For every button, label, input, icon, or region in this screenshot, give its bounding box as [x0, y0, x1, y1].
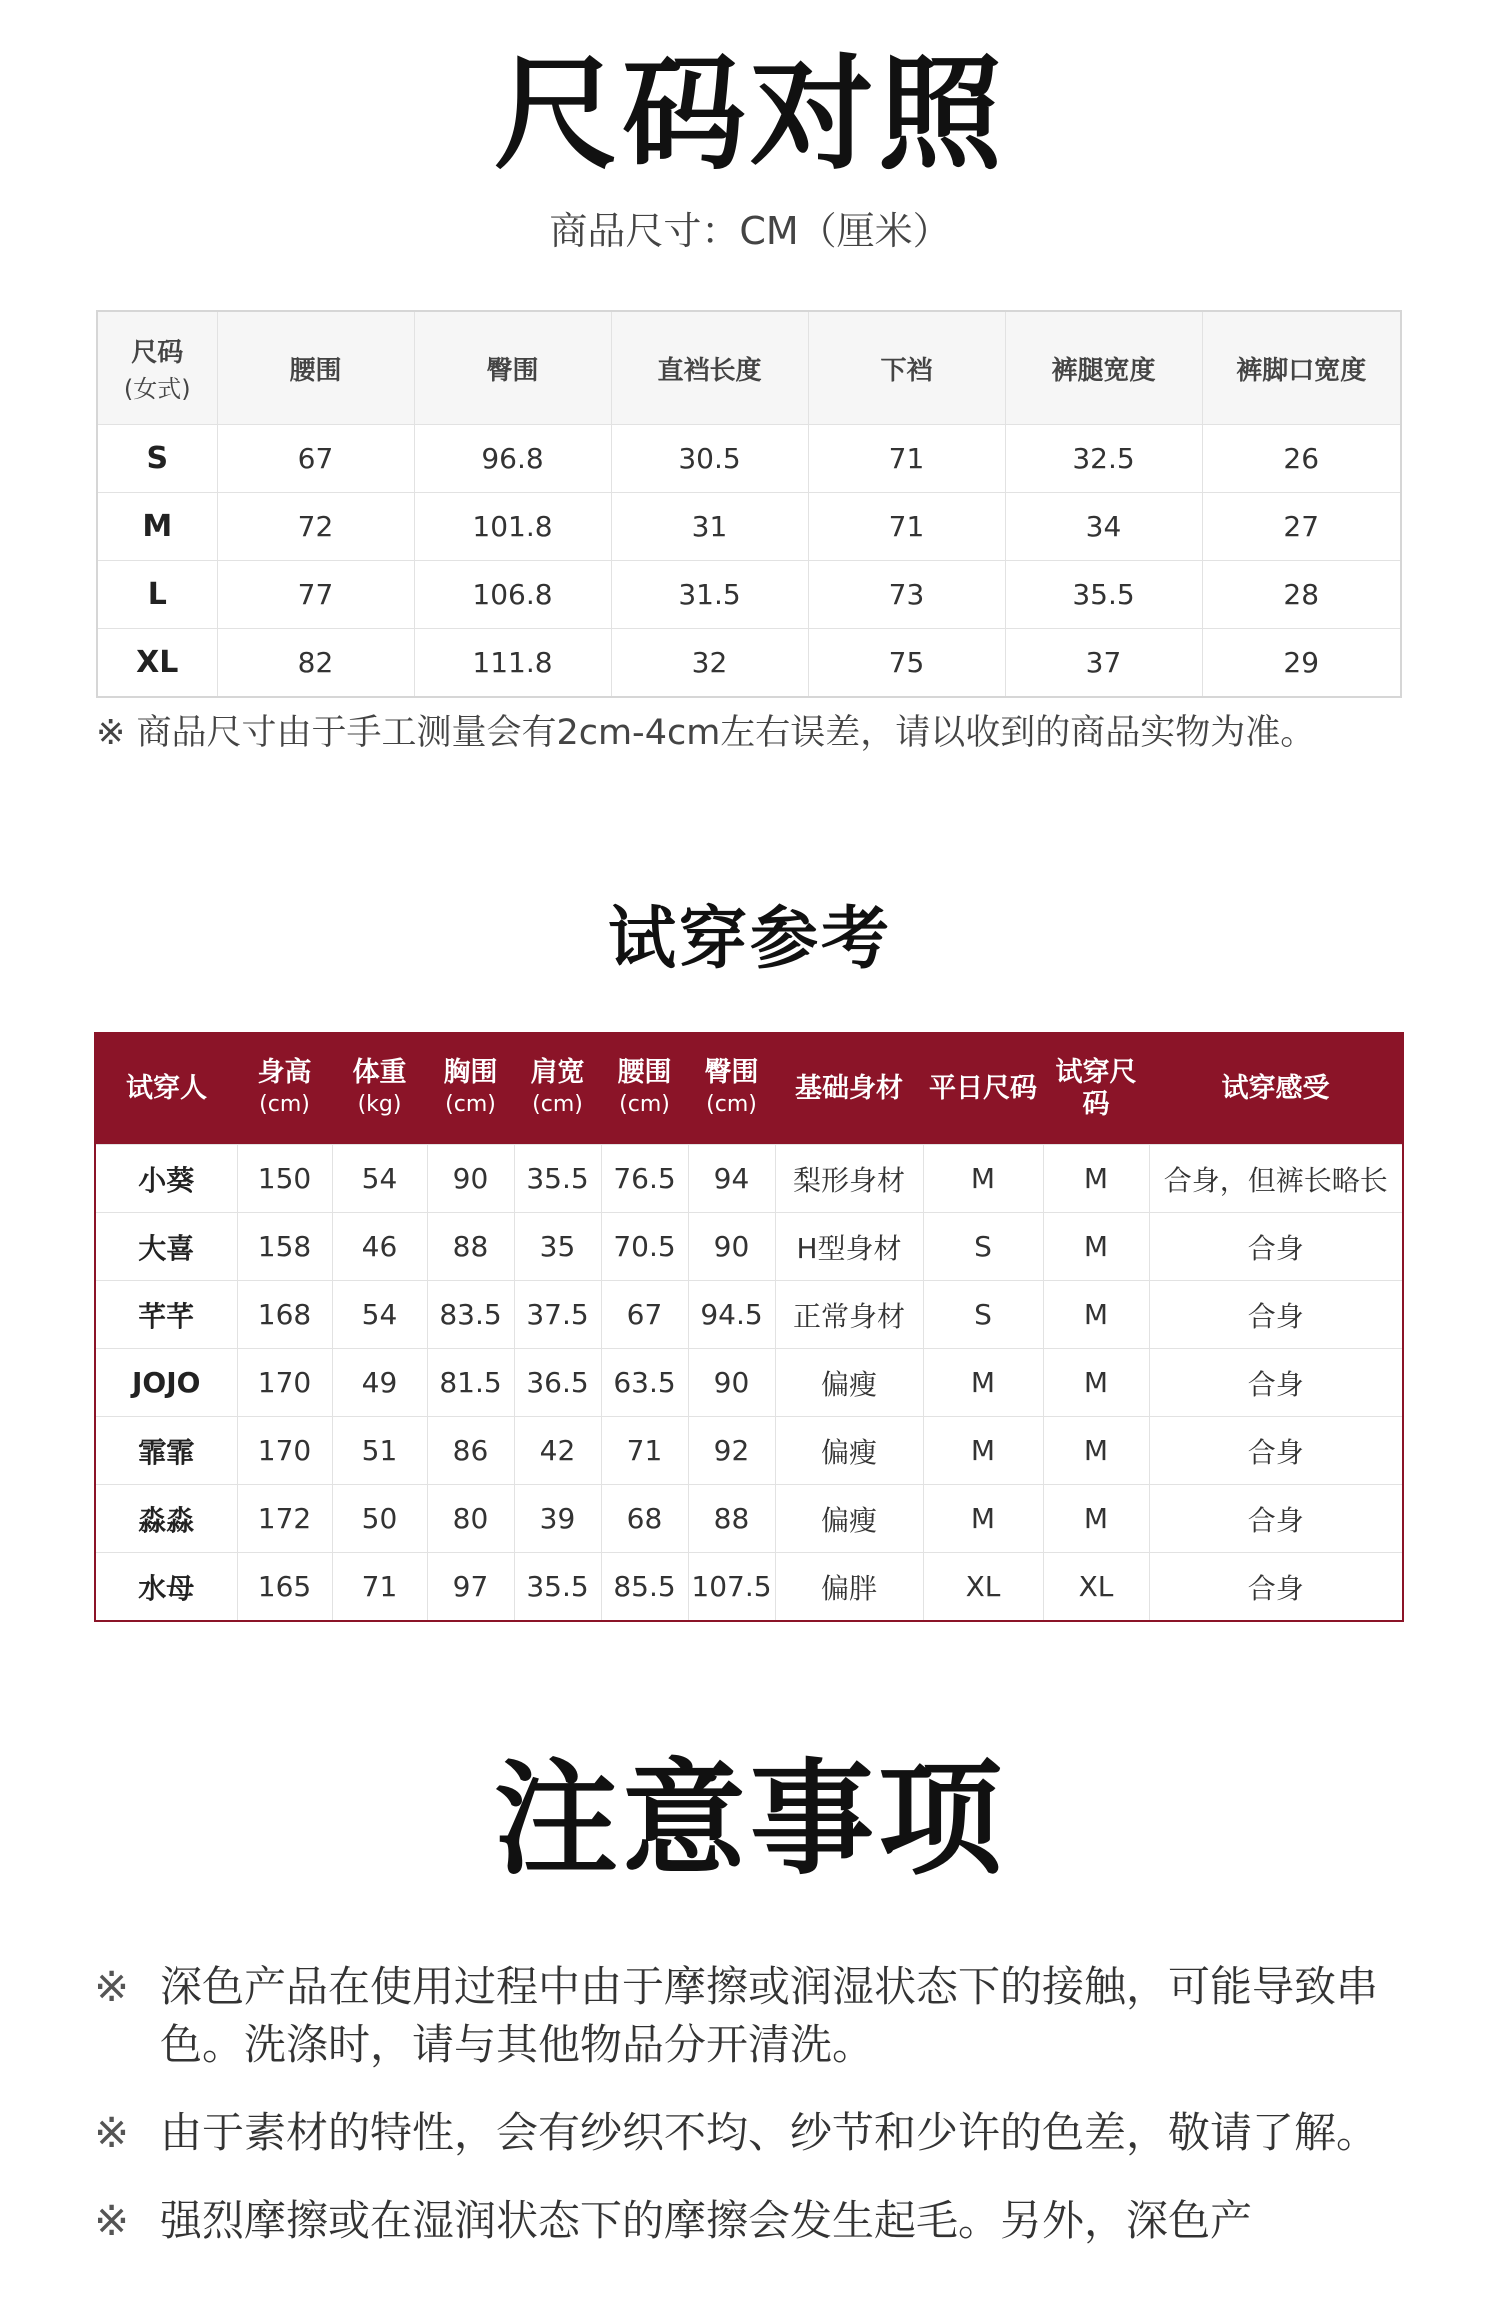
notice-text: 由于素材的特性，会有纱织不均、纱节和少许的色差，敬请了解。	[160, 2108, 1379, 2157]
try-on-cell: M	[1043, 1281, 1149, 1349]
size-cell: 32	[611, 629, 808, 698]
table-row	[95, 1553, 1403, 1622]
size-cell: 77	[217, 561, 414, 629]
try-on-cell: 170	[237, 1417, 332, 1485]
tester-name: JOJO	[95, 1349, 237, 1417]
header-rise: 直裆长度	[611, 311, 808, 425]
try-on-cell: 54	[332, 1281, 427, 1349]
try-on-cell: 偏瘦	[775, 1485, 923, 1553]
size-cell: 82	[217, 629, 414, 698]
try-on-cell: 90	[688, 1213, 775, 1281]
notice-text: 强烈摩擦或在湿润状态下的摩擦会发生起毛。另外，深色产	[160, 2196, 1253, 2245]
try-on-header-label: 试穿人	[126, 1073, 207, 1104]
try-on-header	[923, 1033, 1043, 1145]
size-cell: 26	[1202, 425, 1401, 493]
size-cell: 35.5	[1005, 561, 1202, 629]
try-on-cell: 165	[237, 1553, 332, 1622]
try-on-cell: H型身材	[775, 1213, 923, 1281]
size-cell: 30.5	[611, 425, 808, 493]
size-table-header-row	[97, 311, 1401, 425]
try-on-cell: 83.5	[427, 1281, 514, 1349]
notice-item	[94, 1958, 1414, 2074]
try-on-header	[427, 1033, 514, 1145]
tester-name: 小葵	[95, 1145, 237, 1213]
table-row	[97, 629, 1401, 698]
table-row	[97, 493, 1401, 561]
tester-name: 芊芊	[95, 1281, 237, 1349]
try-on-header	[601, 1033, 688, 1145]
size-header-label: 尺码	[131, 338, 184, 368]
try-on-cell: 35.5	[514, 1553, 601, 1622]
try-on-header-label: 体重	[352, 1057, 407, 1088]
size-cell: 32.5	[1005, 425, 1202, 493]
try-on-cell: 68	[601, 1485, 688, 1553]
try-on-cell: M	[923, 1485, 1043, 1553]
try-on-cell: XL	[1043, 1553, 1149, 1622]
size-cell: 27	[1202, 493, 1401, 561]
try-on-header-label: 身高	[257, 1057, 312, 1088]
tester-name: 水母	[95, 1553, 237, 1622]
size-header	[97, 311, 217, 425]
try-on-header	[1043, 1033, 1149, 1145]
try-on-header-label: 试穿感受	[1221, 1073, 1330, 1104]
try-on-cell: 偏瘦	[775, 1417, 923, 1485]
size-cell: 67	[217, 425, 414, 493]
try-on-cell: 正常身材	[775, 1281, 923, 1349]
size-cell: 96.8	[414, 425, 611, 493]
try-on-cell: 39	[514, 1485, 601, 1553]
table-row	[95, 1145, 1403, 1213]
try-on-cell: 偏瘦	[775, 1349, 923, 1417]
try-on-header-label: 胸围	[443, 1057, 498, 1088]
try-on-cell: 50	[332, 1485, 427, 1553]
notices-title: 注意事项	[493, 1748, 1006, 1892]
try-on-cell: 107.5	[688, 1553, 775, 1622]
try-on-cell: XL	[923, 1553, 1043, 1622]
try-on-cell: 170	[237, 1349, 332, 1417]
try-on-cell: 97	[427, 1553, 514, 1622]
try-on-cell: M	[1043, 1417, 1149, 1485]
try-on-table	[94, 1032, 1404, 1622]
try-on-header-row	[95, 1033, 1403, 1145]
size-label: M	[97, 493, 217, 561]
try-on-cell: 94	[688, 1145, 775, 1213]
size-header-sub: (女式)	[123, 375, 191, 403]
table-row	[95, 1349, 1403, 1417]
try-on-header	[688, 1033, 775, 1145]
try-on-cell: 172	[237, 1485, 332, 1553]
try-on-cell: 51	[332, 1417, 427, 1485]
try-on-cell: 35	[514, 1213, 601, 1281]
try-on-cell: M	[1043, 1349, 1149, 1417]
try-on-header-unit: (cm)	[619, 1092, 670, 1117]
try-on-cell: 85.5	[601, 1553, 688, 1622]
try-on-header-label: 基础身材	[795, 1073, 903, 1104]
try-on-cell: 150	[237, 1145, 332, 1213]
notices-list	[94, 1958, 1414, 2280]
size-cell: 29	[1202, 629, 1401, 698]
tester-name: 大喜	[95, 1213, 237, 1281]
size-note: ※ 商品尺寸由于手工测量会有2cm-4cm左右误差，请以收到的商品实物为准。	[96, 713, 1316, 753]
try-on-cell: S	[923, 1281, 1043, 1349]
try-on-cell: 71	[332, 1553, 427, 1622]
try-on-cell: 49	[332, 1349, 427, 1417]
try-on-cell: 合身	[1149, 1213, 1403, 1281]
try-on-header-label: 平日尺码	[929, 1073, 1037, 1104]
size-cell: 28	[1202, 561, 1401, 629]
try-on-cell: 42	[514, 1417, 601, 1485]
try-on-header-label: 腰围	[617, 1057, 672, 1088]
size-table	[96, 310, 1402, 698]
try-on-cell: 80	[427, 1485, 514, 1553]
header-leg-width: 裤腿宽度	[1005, 311, 1202, 425]
header-inseam: 下裆	[808, 311, 1005, 425]
size-chart-subtitle: 商品尺寸：CM（厘米）	[549, 209, 951, 253]
try-on-cell: 合身	[1149, 1417, 1403, 1485]
try-on-cell: M	[923, 1349, 1043, 1417]
header-hem-width: 裤脚口宽度	[1202, 311, 1401, 425]
reference-mark-icon: ※	[94, 1962, 130, 2011]
try-on-header	[237, 1033, 332, 1145]
size-cell: 31.5	[611, 561, 808, 629]
try-on-header	[775, 1033, 923, 1145]
try-on-cell: 88	[427, 1213, 514, 1281]
tester-name: 霏霏	[95, 1417, 237, 1485]
size-cell: 101.8	[414, 493, 611, 561]
try-on-cell: 81.5	[427, 1349, 514, 1417]
try-on-cell: 63.5	[601, 1349, 688, 1417]
try-on-cell: 合身	[1149, 1485, 1403, 1553]
try-on-cell: 70.5	[601, 1213, 688, 1281]
try-on-header-unit: (kg)	[357, 1092, 402, 1117]
try-on-cell: M	[923, 1417, 1043, 1485]
try-on-cell: 合身	[1149, 1281, 1403, 1349]
size-label: XL	[97, 629, 217, 698]
size-label: L	[97, 561, 217, 629]
size-label: S	[97, 425, 217, 493]
header-hip: 臀围	[414, 311, 611, 425]
try-on-cell: 合身	[1149, 1349, 1403, 1417]
try-on-cell: M	[1043, 1145, 1149, 1213]
reference-mark-icon: ※	[94, 2196, 130, 2245]
try-on-header	[1149, 1033, 1403, 1145]
table-row	[97, 425, 1401, 493]
reference-mark-icon: ※	[94, 2108, 130, 2157]
try-on-header-label: 试穿尺码	[1055, 1057, 1137, 1120]
try-on-cell: 54	[332, 1145, 427, 1213]
try-on-cell: M	[1043, 1213, 1149, 1281]
try-on-header-unit: (cm)	[532, 1092, 583, 1117]
try-on-cell: M	[1043, 1485, 1149, 1553]
try-on-cell: 94.5	[688, 1281, 775, 1349]
try-on-header-unit: (cm)	[706, 1092, 757, 1117]
notice-text: 深色产品在使用过程中由于摩擦或润湿状态下的接触，可能导致串色。洗涤时，请与其他物品分开清洗。	[160, 1962, 1379, 2069]
tester-name: 淼淼	[95, 1485, 237, 1553]
table-row	[95, 1417, 1403, 1485]
try-on-header-unit: (cm)	[259, 1092, 310, 1117]
try-on-header-label: 肩宽	[530, 1057, 585, 1088]
try-on-header-unit: (cm)	[445, 1092, 496, 1117]
size-cell: 111.8	[414, 629, 611, 698]
size-cell: 31	[611, 493, 808, 561]
try-on-title: 试穿参考	[607, 900, 892, 979]
notice-item	[94, 2104, 1414, 2162]
try-on-cell: 67	[601, 1281, 688, 1349]
size-cell: 72	[217, 493, 414, 561]
try-on-header	[514, 1033, 601, 1145]
try-on-cell: 71	[601, 1417, 688, 1485]
try-on-cell: 36.5	[514, 1349, 601, 1417]
size-cell: 75	[808, 629, 1005, 698]
try-on-cell: 90	[427, 1145, 514, 1213]
try-on-cell: 86	[427, 1417, 514, 1485]
table-row	[95, 1485, 1403, 1553]
try-on-cell: 88	[688, 1485, 775, 1553]
header-waist: 腰围	[217, 311, 414, 425]
try-on-cell: M	[923, 1145, 1043, 1213]
table-row	[95, 1213, 1403, 1281]
try-on-cell: 76.5	[601, 1145, 688, 1213]
try-on-cell: 90	[688, 1349, 775, 1417]
size-chart-title: 尺码对照	[493, 43, 1006, 187]
try-on-cell: 35.5	[514, 1145, 601, 1213]
try-on-cell: 158	[237, 1213, 332, 1281]
try-on-cell: S	[923, 1213, 1043, 1281]
size-cell: 34	[1005, 493, 1202, 561]
table-row	[95, 1281, 1403, 1349]
table-row	[97, 561, 1401, 629]
try-on-cell: 合身，但裤长略长	[1149, 1145, 1403, 1213]
size-cell: 71	[808, 425, 1005, 493]
size-cell: 73	[808, 561, 1005, 629]
try-on-header-label: 臀围	[704, 1057, 759, 1088]
try-on-cell: 梨形身材	[775, 1145, 923, 1213]
notice-item	[94, 2192, 1414, 2250]
try-on-cell: 92	[688, 1417, 775, 1485]
try-on-header	[95, 1033, 237, 1145]
size-cell: 71	[808, 493, 1005, 561]
try-on-cell: 168	[237, 1281, 332, 1349]
size-cell: 106.8	[414, 561, 611, 629]
try-on-cell: 37.5	[514, 1281, 601, 1349]
size-cell: 37	[1005, 629, 1202, 698]
try-on-header	[332, 1033, 427, 1145]
try-on-cell: 偏胖	[775, 1553, 923, 1622]
try-on-cell: 合身	[1149, 1553, 1403, 1622]
try-on-cell: 46	[332, 1213, 427, 1281]
